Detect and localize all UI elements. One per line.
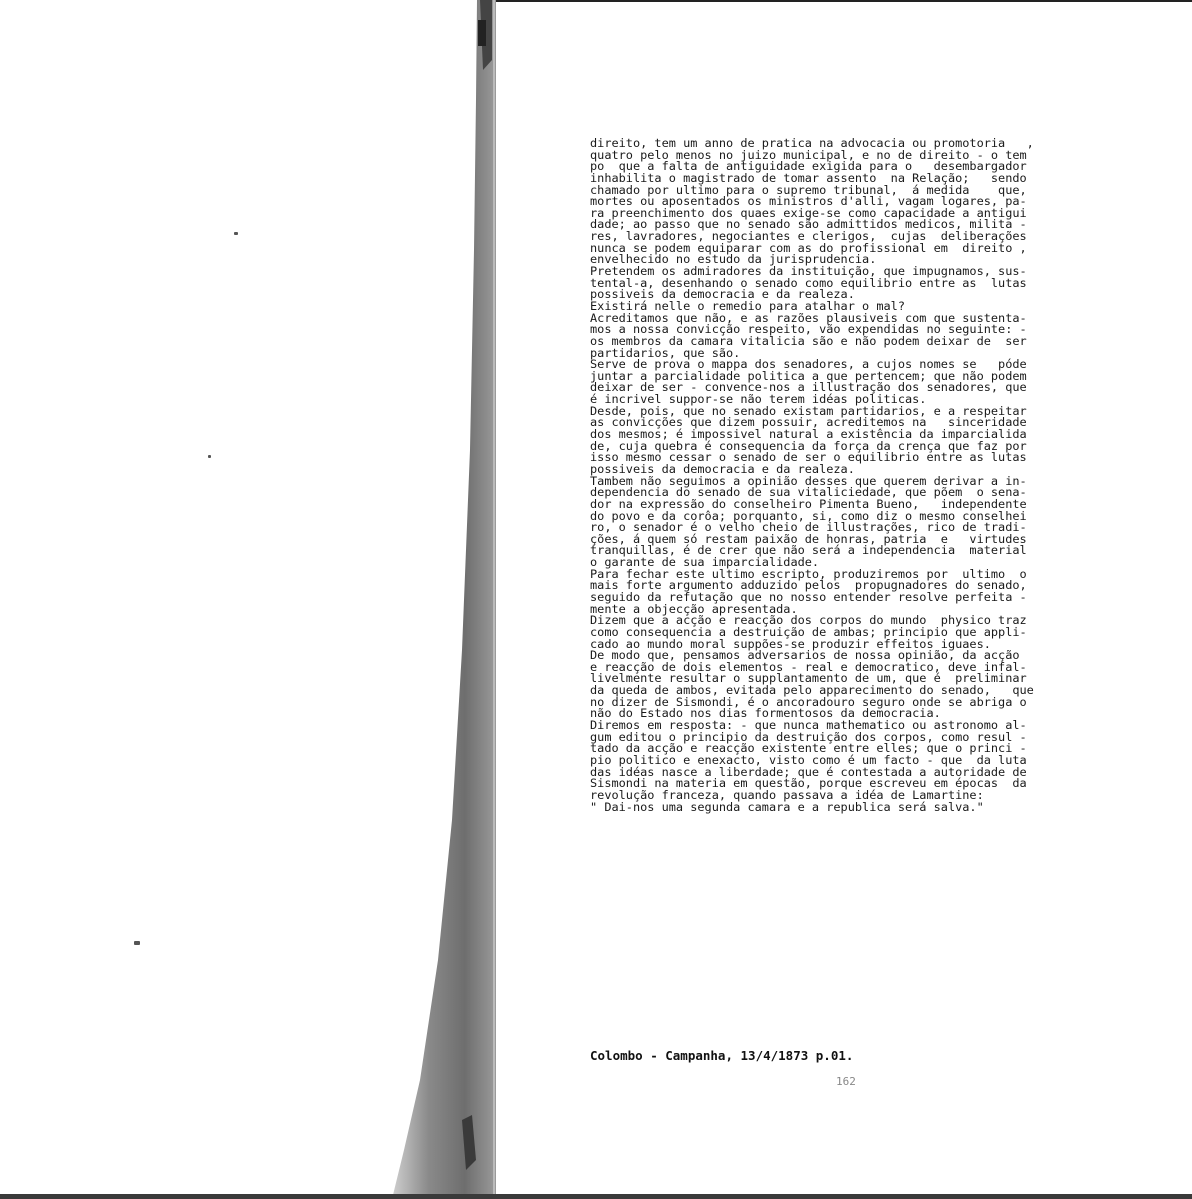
text-line: ções, á quem só restam paixão de honras, patria e virtudes bbox=[590, 531, 1027, 546]
text-line: Sismondi na materia em questão, porque escreveu em épocas da bbox=[590, 776, 1027, 791]
text-line: " Dai-nos uma segunda camara e a republica será salva." bbox=[590, 799, 984, 814]
text-line: dependencia do senado de sua vitaliciedade, que põem o sena- bbox=[590, 485, 1027, 500]
text-line: tental-a, desenhando o senado como equilibrio entre as lutas bbox=[590, 275, 1027, 290]
scan-bottom-edge bbox=[0, 1194, 1192, 1199]
article-text bbox=[590, 138, 1124, 813]
text-line: de, cuja quebra é consequencia da força da crença que faz por bbox=[590, 438, 1027, 453]
text-line: Para fechar este ultimo escripto, produziremos por ultimo o bbox=[590, 566, 1027, 581]
text-line: tranquillas, é de crer que não será a independencia material bbox=[590, 543, 1027, 558]
text-line: revolução franceza, quando passava a idéa de Lamartine: bbox=[590, 787, 984, 802]
text-line: po que a falta de antiguidade exigida para o desembargador bbox=[590, 159, 1027, 174]
text-line: não do Estado nos dias formentosos da democracia. bbox=[590, 706, 941, 721]
source-citation: Colombo - Campanha, 13/4/1873 p.01. bbox=[590, 1048, 854, 1063]
text-line: gum editou o principio da destruição dos corpos, como resul - bbox=[590, 729, 1027, 744]
text-line: livelmente resultar o supplantamento de um, que é preliminar bbox=[590, 671, 1027, 686]
text-line: os membros da camara vitalicia são e não podem deixar de ser bbox=[590, 333, 1027, 348]
text-line: mos a nossa convicção respeito, vão expendidas no seguinte: - bbox=[590, 322, 1027, 337]
text-line: pio politico e enexacto, visto como é um facto - que da luta bbox=[590, 752, 1027, 767]
text-line: Tambem não seguimos a opinião desses que querem derivar a in- bbox=[590, 473, 1027, 488]
text-line: o garante de sua imparcialidade. bbox=[590, 555, 820, 570]
text-line: Diremos em resposta: - que nunca mathematico ou astronomo al- bbox=[590, 718, 1027, 733]
text-line: Dizem que a acção e reacção dos corpos do mundo physico traz bbox=[590, 613, 1027, 628]
text-line: Desde, pois, que no senado existam partidarios, e a respeitar bbox=[590, 403, 1027, 418]
text-line: Serve de prova o mappa dos senadores, a cujos nomes se póde bbox=[590, 357, 1027, 372]
text-line: mente a objecção apresentada. bbox=[590, 601, 798, 616]
text-line: juntar a parcialidade politica a que pertencem; que não podem bbox=[590, 368, 1027, 383]
document-page bbox=[496, 0, 1192, 1199]
text-line: do povo e da corôa; porquanto, si, como diz o mesmo conselhei bbox=[590, 508, 1027, 523]
text-line: Acreditamos que não, e as razões plausiveis com que sustenta- bbox=[590, 310, 1027, 325]
text-line: possiveis da democracia e da realeza. bbox=[590, 287, 855, 302]
text-line: é incrivel suppor-se não terem idéas politicas. bbox=[590, 392, 927, 407]
text-line: direito, tem um anno de pratica na advocacia ou promotoria , bbox=[590, 136, 1034, 150]
text-line: deixar de ser - convence-nos a illustração dos senadores, que bbox=[590, 380, 1027, 395]
text-line: mais forte argumento adduzido pelos propugnadores do senado, bbox=[590, 578, 1027, 593]
text-line: da queda de ambos, evitada pelo apparecimento do senado, que bbox=[590, 683, 1034, 698]
text-line: isso mesmo cessar o senado de ser o equilibrio entre as lutas bbox=[590, 450, 1027, 465]
text-line: ra preenchimento dos quaes exige-se como capacidade a antigui bbox=[590, 205, 1027, 220]
text-line: quatro pelo menos no juizo municipal, e no de direito - o tem bbox=[590, 147, 1027, 162]
text-line: seguido da refutação que no nosso entender resolve perfeita - bbox=[590, 589, 1027, 604]
text-line: das idéas nasce a liberdade; que é contestada a autoridade de bbox=[590, 764, 1027, 779]
page-number: 162 bbox=[836, 1075, 856, 1088]
text-line: envelhecido no estudo da jurisprudencia. bbox=[590, 252, 877, 267]
text-line: cado ao mundo moral suppões-se produzir effeitos iguaes. bbox=[590, 636, 991, 651]
text-line: inhabilita o magistrado de tomar assento na Relação; sendo bbox=[590, 170, 1027, 185]
text-line: no dizer de Sismondi, é o ancoradouro seguro onde se abriga o bbox=[590, 694, 1027, 709]
text-line: Pretendem os admiradores da instituição, que impugnamos, sus- bbox=[590, 264, 1027, 279]
text-line: e reacção de dois elementos - real e democratico, deve infal- bbox=[590, 659, 1027, 674]
text-line: como consequencia a destruição de ambas; principio que appli- bbox=[590, 624, 1027, 639]
text-line: ro, o senador é o velho cheio de illustrações, rico de tradi- bbox=[590, 520, 1027, 535]
text-line: partidarios, que são. bbox=[590, 345, 741, 360]
text-line: tado da acção e reacção existente entre elles; que o princi - bbox=[590, 741, 1027, 756]
text-line: nunca se podem equiparar com as do profissional em direito , bbox=[590, 240, 1027, 255]
text-line: res, lavradores, negociantes e clerigos, cujas deliberações bbox=[590, 229, 1027, 244]
book-spine-shadow bbox=[0, 0, 520, 1199]
text-line: mortes ou aposentados os ministros d'alli, vagam logares, pa- bbox=[590, 194, 1027, 209]
text-line: chamado por ultimo para o supremo tribunal, á medida que, bbox=[590, 182, 1027, 197]
text-line: dor na expressão do conselheiro Pimenta Bueno, independente bbox=[590, 496, 1027, 511]
text-line: possiveis da democracia e da realeza. bbox=[590, 461, 855, 476]
text-line: Existirá nelle o remedio para atalhar o mal? bbox=[590, 298, 905, 313]
text-line: De modo que, pensamos adversarios de nossa opinião, da acção bbox=[590, 648, 1020, 663]
text-line: dos mesmos; é impossivel natural a existência da imparcialida bbox=[590, 427, 1027, 442]
text-line: as convicções que dizem possuir, acreditemos na sinceridade bbox=[590, 415, 1027, 430]
text-line: dade; ao passo que no senado são admittidos medicos, milita - bbox=[590, 217, 1027, 232]
